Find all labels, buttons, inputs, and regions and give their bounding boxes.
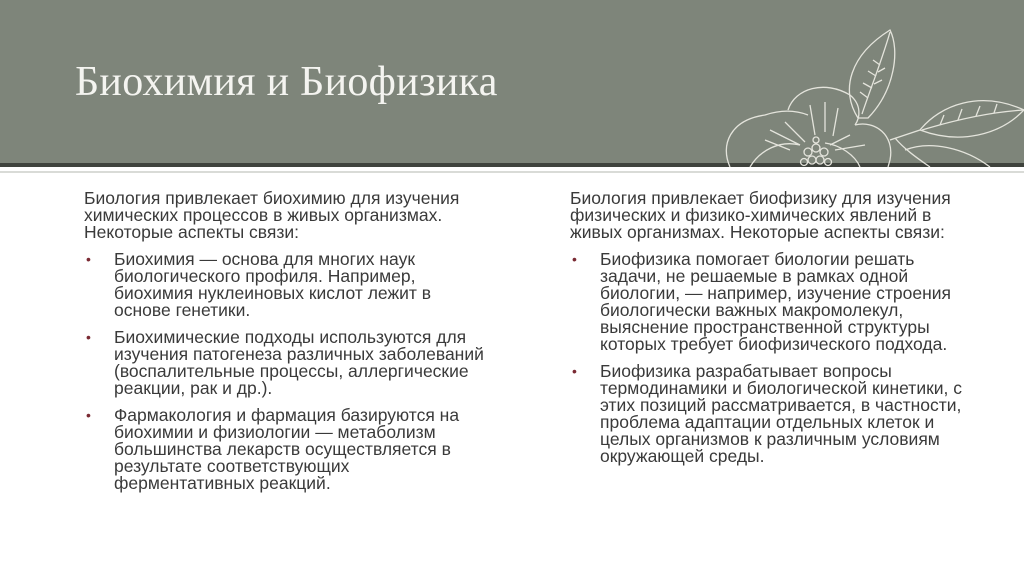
bullet-icon: • [86,329,91,345]
left-bullet-item [84,407,484,492]
right-intro: Биология привлекает биофизику для изучения физических и физико-химических явлений в живых организмах. Некоторые аспекты связи: [570,188,951,242]
left-column [84,190,484,502]
right-bullet-text: Биофизика разрабатывает вопросы термодинамики и биологической кинетики, с этих позиций рассматривается, в частности, проблема адаптации отдельных клеток и целых организмов к различным условиям окружающей среды. [600,361,962,466]
right-bullet-item [570,251,970,353]
bullet-icon: • [572,251,577,267]
left-bullet-item [84,251,484,319]
right-bullet-item [570,363,970,465]
right-bullet-list [570,251,970,465]
slide-title: Биохимия и Биофизика [75,59,498,105]
slide-header [0,0,1024,167]
right-column [570,190,970,475]
right-bullet-text: Биофизика помогает биологии решать задачи, не решаемые в рамках одной биологии, — например, изучение строения биологически важных макромолекул, выяснение пространственной структуры которых требует биофизического подхода. [600,249,952,354]
bullet-icon: • [572,363,577,379]
left-intro: Биология привлекает биохимию для изучения химических процессов в живых организмах. Некоторые аспекты связи: [84,188,460,242]
bullet-icon: • [86,407,91,423]
bullet-icon: • [86,251,91,267]
left-bullet-text: Биохимические подходы используются для изучения патогенеза различных заболеваний (воспалительные процессы, аллергические реакции, рак и др.). [114,327,484,398]
left-bullet-text: Биохимия — основа для многих наук биологического профиля. Например, биохимия нуклеиновых кислот лежит в основе генетики. [114,249,432,320]
left-bullet-list [84,251,484,492]
header-divider [0,171,1024,173]
left-bullet-item [84,329,484,397]
flower-illustration-icon [690,10,1024,167]
left-bullet-text: Фармакология и фармация базируются на биохимии и физиологии — метаболизм большинства лекарств осуществляется в результате соответствующих ферментативных реакций. [114,405,460,493]
